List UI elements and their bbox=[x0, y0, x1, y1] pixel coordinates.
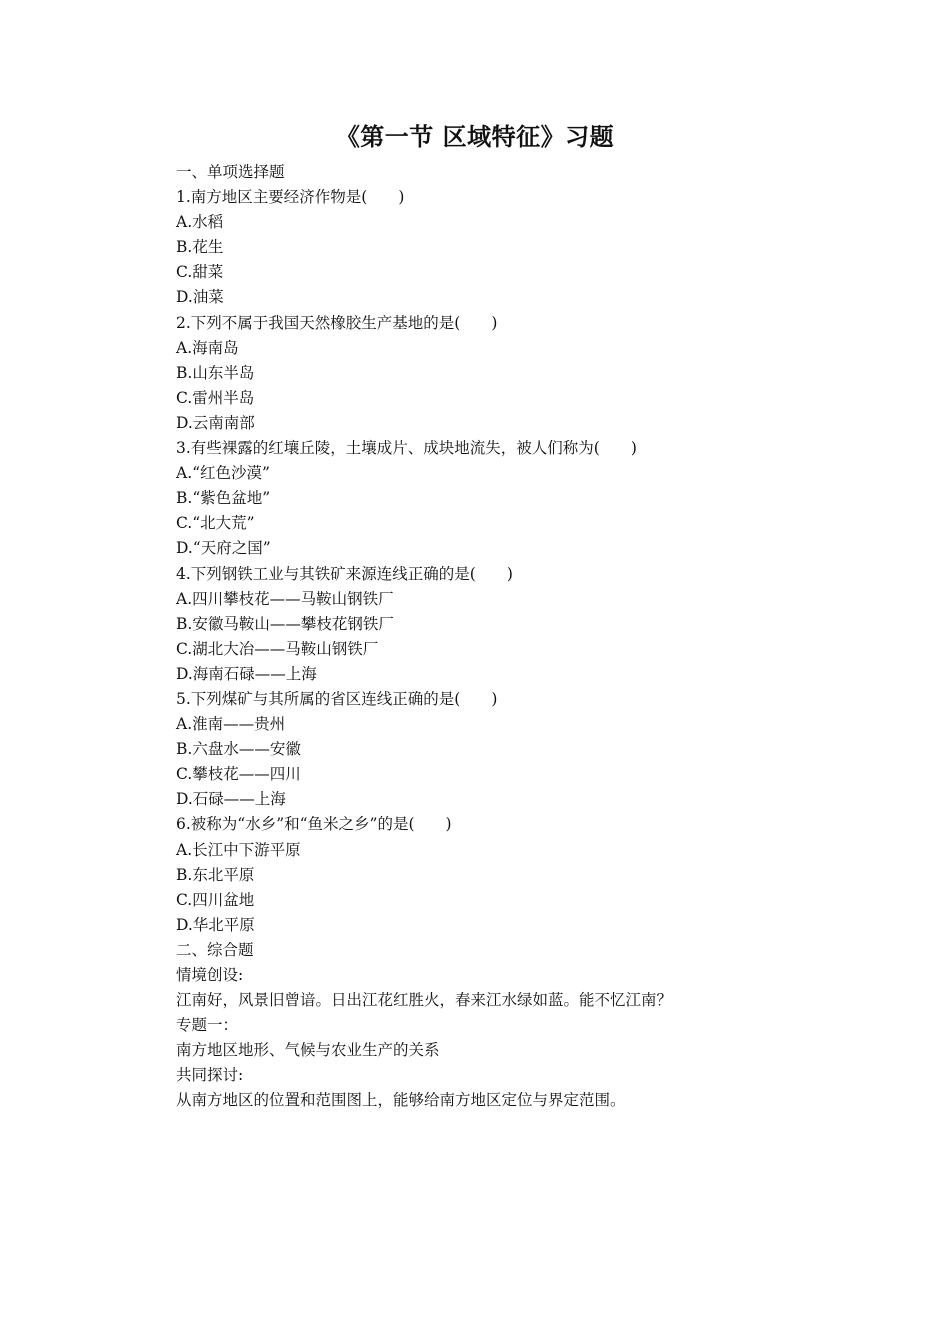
answer-option: B.“紫色盆地” bbox=[176, 489, 271, 508]
question-stem: 2.下列不属于我国天然橡胶生产基地的是( ) bbox=[176, 313, 498, 332]
question-stem: 5.下列煤矿与其所属的省区连线正确的是( ) bbox=[176, 689, 498, 708]
answer-option: D.“天府之国” bbox=[176, 539, 271, 558]
answer-option: D.海南石碌——上海 bbox=[176, 664, 317, 683]
page-title: 《第一节 区域特征》习题 bbox=[335, 122, 615, 151]
answer-option: C.甜菜 bbox=[176, 263, 224, 282]
paragraph-text: 南方地区地形、气候与农业生产的关系 bbox=[176, 1041, 440, 1060]
answer-option: A.淮南——贵州 bbox=[176, 715, 286, 734]
paragraph-label: 共同探讨: bbox=[176, 1066, 244, 1085]
answer-option: C.四川盆地 bbox=[176, 890, 255, 909]
paragraph-label: 情境创设: bbox=[176, 966, 244, 984]
answer-option: A.“红色沙漠” bbox=[176, 464, 270, 483]
answer-option: D.华北平原 bbox=[176, 915, 255, 934]
answer-option: D.云南南部 bbox=[176, 413, 255, 432]
question-stem: 4.下列钢铁工业与其铁矿来源连线正确的是( ) bbox=[176, 564, 513, 583]
question-stem: 6.被称为“水乡”和“鱼米之乡”的是( ) bbox=[176, 815, 452, 834]
answer-option: B.东北平原 bbox=[176, 865, 255, 884]
paragraph-text: 江南好，风景旧曾谙。日出江花红胜火，春来江水绿如蓝。能不忆江南？ bbox=[176, 991, 673, 1010]
answer-option: B.花生 bbox=[176, 238, 224, 257]
document-body bbox=[176, 160, 796, 1114]
paragraph-text: 从南方地区的位置和范围图上，能够给南方地区定位与界定范围。 bbox=[176, 1091, 626, 1110]
answer-option: B.山东半岛 bbox=[176, 363, 255, 382]
answer-option: A.水稻 bbox=[176, 213, 224, 232]
answer-option: D.油菜 bbox=[176, 288, 224, 307]
question-stem: 1.南方地区主要经济作物是( ) bbox=[176, 188, 405, 207]
paragraph-label: 专题一： bbox=[176, 1016, 239, 1035]
question-stem: 3.有些裸露的红壤丘陵，土壤成片、成块地流失，被人们称为( ) bbox=[176, 439, 637, 458]
answer-option: B.六盘水——安徽 bbox=[176, 740, 301, 759]
answer-option: C.“北大荒” bbox=[176, 514, 255, 533]
answer-option: A.四川攀枝花——马鞍山钢铁厂 bbox=[176, 589, 394, 608]
section-heading: 一、单项选择题 bbox=[176, 163, 285, 181]
answer-option: C.雷州半岛 bbox=[176, 388, 255, 407]
answer-option: D.石碌——上海 bbox=[176, 790, 286, 809]
answer-option: C.攀枝花——四川 bbox=[176, 765, 301, 784]
answer-option: B.安徽马鞍山——攀枝花钢铁厂 bbox=[176, 614, 394, 633]
answer-option: C.湖北大冶——马鞍山钢铁厂 bbox=[176, 639, 379, 658]
answer-option: A.海南岛 bbox=[176, 338, 239, 357]
section-heading: 二、综合题 bbox=[176, 940, 254, 959]
answer-option: A.长江中下游平原 bbox=[176, 840, 301, 859]
